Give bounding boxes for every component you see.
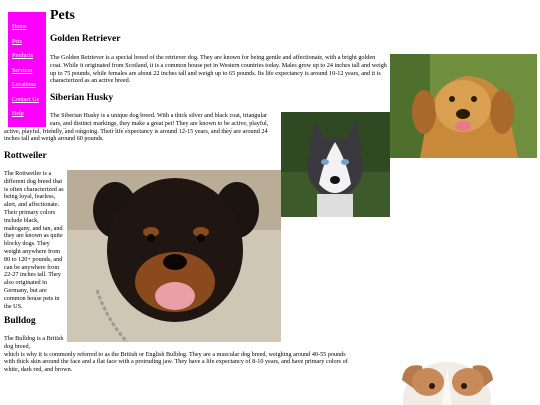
golden-retriever-photo (390, 54, 537, 158)
siberian-husky-text-continued: active, playful, friendly, and outgoing. Their life expectancy is around 12-15 years, and they are around 24 inches tall and weigh around 60 pounds. (4, 127, 268, 143)
bulldog-text: which is why it is commonly referred to as the British or English Bulldog. They are a muscular dog breed, weighing around 40-55 pounds with thick skin around the face and a flat face with a protruding jaw. They have a life expectancy of 8-10 years, and have primary colors of white, dark red, and brown. (4, 350, 348, 374)
nav-link-products[interactable]: Products (12, 53, 33, 59)
bulldog-text-start: The Bulldog is a British dog breed, (4, 335, 64, 350)
rottweiler-text: The Rottweiler is a different dog breed that is often characterized as being loyal, fearless, alert, and affectionate. Their primary colors include black, mahogany, and tan, and they are known as quite blocky dogs. They weight anywhere from 80 to 120+ pounds, and can be anywhere from 22-27 inches tall. They also originated in Germany, but are common house pets in the US. (4, 170, 64, 310)
page-title: Pets (50, 8, 75, 23)
bulldog-photo (394, 360, 501, 405)
golden-retriever-text: The Golden Retriever is a special breed of the retriever dog. They are known for being gentle and affectionate, with a bright golden coat. While it originated from Scotland, it is a common house pet in Western countries today. Males grow up to 24 inches tall and weigh up to 75 pounds, while females are about 22 inches tall and weigh up to 65 pounds. Its life expectancy is around 10-12 years, and it is characterized as an active breed. (50, 54, 387, 85)
sidebar-nav (8, 12, 46, 127)
rottweiler-heading: Rottweiler (4, 151, 47, 161)
siberian-husky-text-rest (4, 128, 278, 144)
nav-link-locations[interactable]: Locations (12, 82, 36, 88)
nav-link-help[interactable]: Help (12, 111, 24, 117)
nav-link-services[interactable]: Services (12, 68, 33, 74)
bulldog-heading: Bulldog (4, 316, 36, 326)
rottweiler-photo (67, 170, 281, 342)
nav-link-home[interactable]: Home (12, 24, 27, 30)
nav-link-contact-us[interactable]: Contact Us (12, 97, 39, 103)
nav-link-pets[interactable]: Pets (12, 39, 23, 45)
siberian-husky-heading: Siberian Husky (50, 93, 114, 103)
siberian-husky-photo (281, 112, 390, 217)
siberian-husky-text-start: The Siberian Husky is a unique dog breed. With a thick silver and black coat, triangular ears, and distinct markings, they make a great pet! They are known to be active, playful, (50, 112, 269, 127)
golden-retriever-heading: Golden Retriever (50, 34, 121, 44)
